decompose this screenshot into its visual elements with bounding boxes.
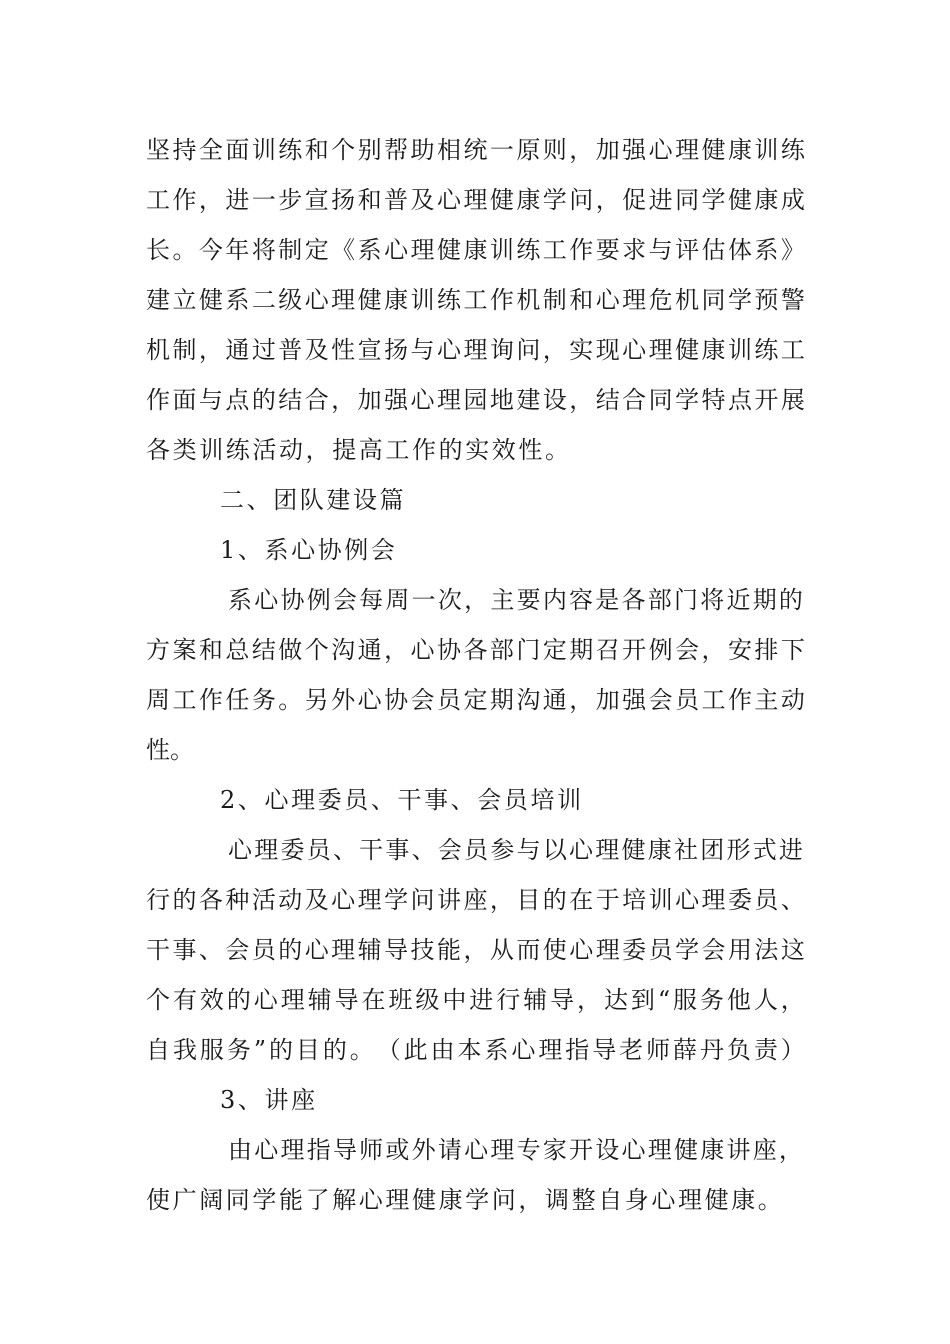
paragraph-line: 各类训练活动，提高工作的实效性。 — [146, 436, 572, 464]
paragraph-line: 工 作 ， 进 一 步 宣 扬 和 普 及 心 理 健 康 学 问 ， 促 进 同 学 健 康 成 — [146, 186, 805, 214]
paragraph-line: 机 制 ， 通 过 普 及 性 宣 扬 与 心 理 询 问 ， 实 现 心 理 健 康 训 练 工 — [146, 336, 805, 364]
paragraph-line: 周 工 作 任 务 。 另 外 心 协 会 员 定 期 沟 通 ， 加 强 会 员 工 作 主 动 — [146, 686, 805, 714]
section-heading: 二、团队建设篇 — [220, 486, 407, 514]
paragraph-line: 系 心 协 例 会 每 周 一 次 ， 主 要 内 容 是 各 部 门 将 近 期 的 — [228, 586, 803, 614]
subsection-heading: 2、心理委员、干事、会员培训 — [220, 786, 584, 814]
paragraph-line: 由 心 理 指 导 师 或 外 请 心 理 专 家 开 设 心 理 健 康 讲 座 ， — [228, 1136, 803, 1164]
paragraph-line: 使广阔同学能了解心理健康学问，调整自身心理健康。 — [146, 1186, 785, 1214]
paragraph-line: 长 。 今 年 将 制 定 《 系 心 理 健 康 训 练 工 作 要 求 与 评 估 体 系 》 — [146, 236, 805, 264]
subsection-heading: 1、系心协例会 — [220, 536, 398, 564]
paragraph-line: 坚 持 全 面 训 练 和 个 别 帮 助 相 统 一 原 则 ， 加 强 心 理 健 康 训 练 — [146, 136, 805, 164]
paragraph-line: 自 我 服 务 ” 的 目 的 。 （ 此 由 本 系 心 理 指 导 老 师 薛 丹 负 责 ） — [146, 1036, 805, 1064]
paragraph-line: 作 面 与 点 的 结 合 ， 加 强 心 理 园 地 建 设 ， 结 合 同 学 特 点 开 展 — [146, 386, 805, 414]
paragraph-line: 干 事 、 会 员 的 心 理 辅 导 技 能 ， 从 而 使 心 理 委 员 学 会 用 法 这 — [146, 936, 805, 964]
paragraph-line: 心 理 委 员 、 干 事 、 会 员 参 与 以 心 理 健 康 社 团 形 式 进 — [228, 836, 803, 864]
paragraph-line: 性。 — [146, 736, 194, 764]
paragraph-line: 方 案 和 总 结 做 个 沟 通 ， 心 协 各 部 门 定 期 召 开 例 会 ， 安 排 下 — [146, 636, 805, 664]
paragraph-line: 行 的 各 种 活 动 及 心 理 学 问 讲 座 ， 目 的 在 于 培 训 心 理 委 员 、 — [146, 886, 805, 914]
subsection-heading: 3、讲座 — [220, 1086, 318, 1114]
paragraph-line: 建 立 健 系 二 级 心 理 健 康 训 练 工 作 机 制 和 心 理 危 机 同 学 预 警 — [146, 286, 805, 314]
paragraph-line: 个 有 效 的 心 理 辅 导 在 班 级 中 进 行 辅 导 ， 达 到 “ 服 务 他 人 ， — [146, 986, 805, 1014]
